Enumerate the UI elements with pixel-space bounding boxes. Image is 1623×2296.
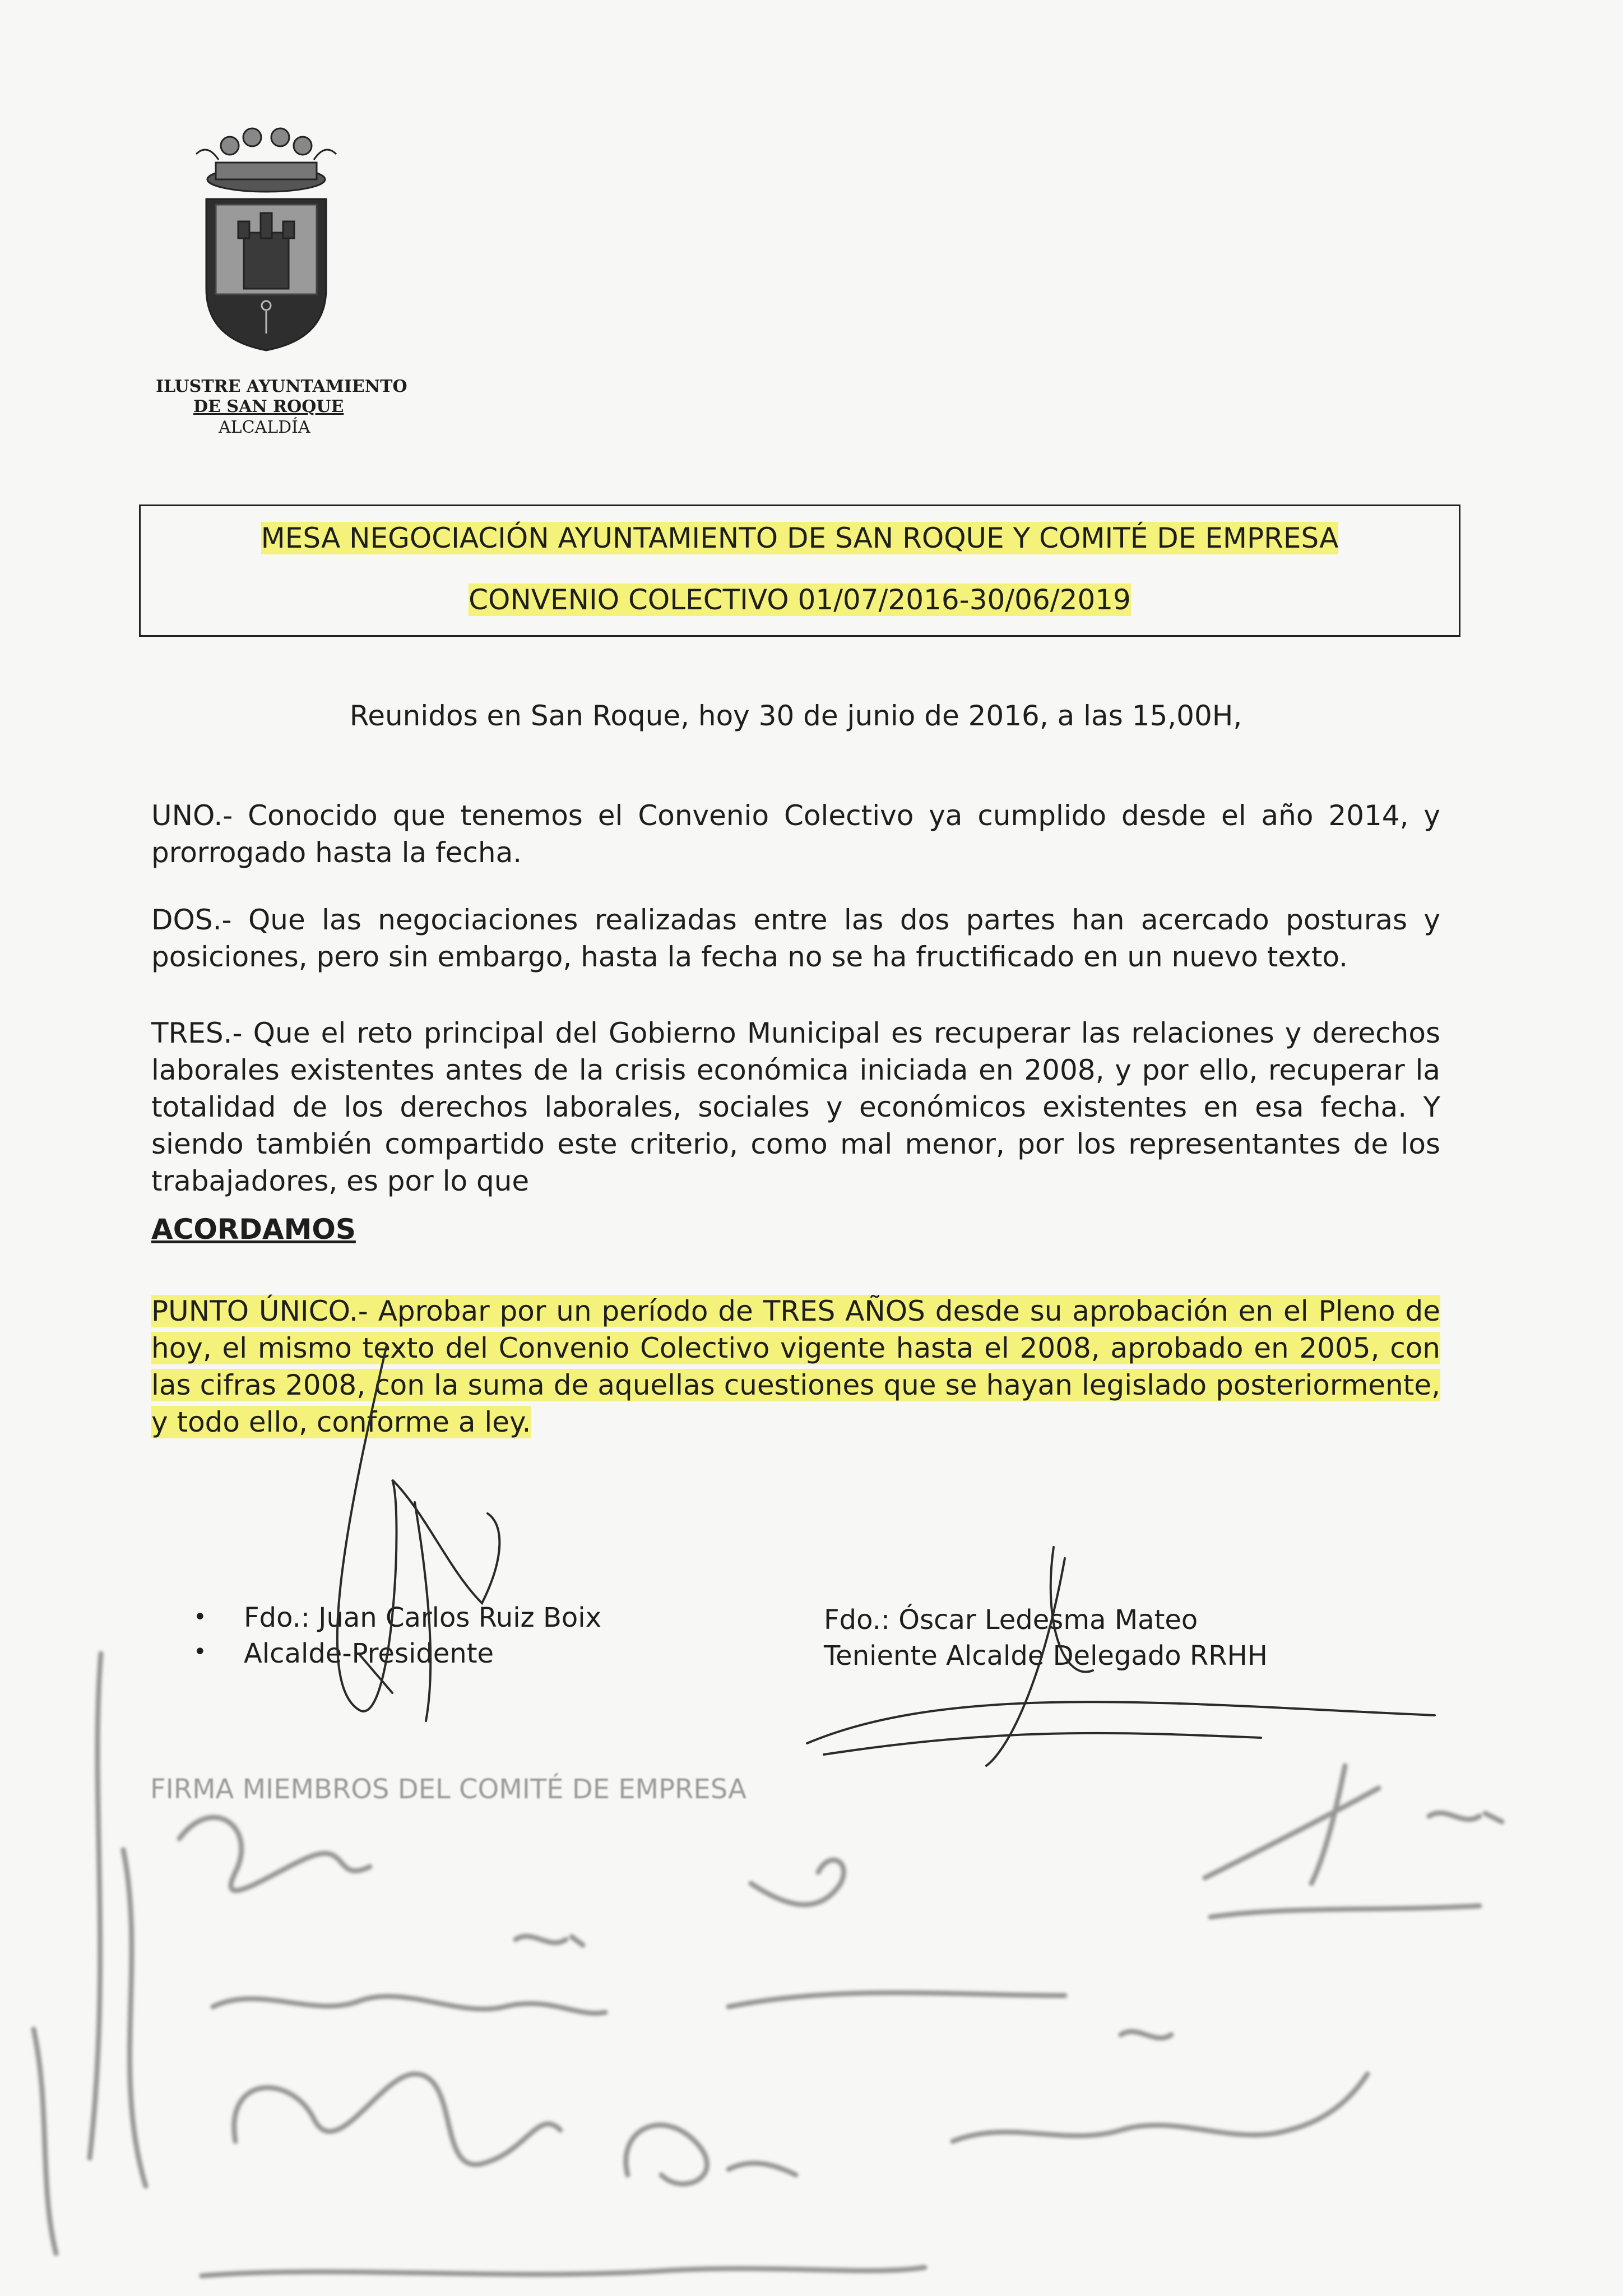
mayor-signatory-role: Alcalde-Presidente: [244, 1638, 494, 1669]
bullet-1: •: [193, 1604, 207, 1630]
title-line-2-text: CONVENIO COLECTIVO 01/07/2016-30/06/2019: [469, 584, 1131, 616]
committee-note-ugt-2: [1429, 1813, 1502, 1822]
title-line-1: [141, 522, 1459, 554]
committee-signature-5: [729, 1860, 1065, 2007]
acordamos-heading: ACORDAMOS: [151, 1213, 356, 1246]
committee-signature-6: [953, 2074, 1367, 2141]
committee-note-ugt-1: [516, 1936, 583, 1945]
paragraph-dos: DOS.- Que las negociaciones realizadas entre las dos partes han acercado posturas y posiciones, pero sin embargo, hasta la fecha no se ha fructificado en un nuevo texto.: [151, 904, 1440, 973]
meeting-line: Reunidos en San Roque, hoy 30 de junio de 2016, a las 15,00H,: [349, 700, 1242, 732]
paragraph-punto-unico: [151, 1293, 1440, 1441]
letterhead-office: ALCALDÍA: [219, 418, 310, 437]
paragraph-tres: TRES.- Que el reto principal del Gobierno Municipal es recuperar las relaciones y derechos laborales existentes antes de la crisis económica iniciada en 2008, y por ello, recuperar la totalidad de los derechos laborales, sociales y económicos existentes en esa fecha. Y siendo también compartido este criterio, como mal menor, por los representantes de los trabajadores, es por lo que: [151, 1017, 1440, 1197]
coat-of-arms-icon: [191, 121, 342, 356]
councillor-signatory-role: Teniente Alcalde Delegado RRHH: [824, 1640, 1268, 1672]
paragraph-uno: UNO.- Conocido que tenemos el Convenio Colectivo ya cumplido desde el año 2014, y prorrogado hasta la fecha.: [151, 799, 1440, 869]
punto-unico-text: PUNTO ÚNICO.- Aprobar por un período de TRES AÑOS desde su aprobación en el Pleno de hoy, el mismo texto del Convenio Colectivo vigente hasta el 2008, aprobado en 2005, con las cifras 2008, con la suma de aquellas cuestiones que se hayan legislado posteriormente, y todo ello, conforme a ley.: [151, 1295, 1440, 1438]
committee-footer-scribble: [202, 2267, 925, 2276]
title-line-2: [141, 584, 1459, 616]
committee-signature-1: [179, 1817, 370, 1890]
title-box: [139, 504, 1460, 637]
committee-signatures-label: FIRMA MIEMBROS DEL COMITÉ DE EMPRESA: [150, 1774, 746, 1805]
letterhead-municipality: DE SAN ROQUE: [193, 397, 344, 416]
mayor-signatory-name: Fdo.: Juan Carlos Ruiz Boix: [244, 1602, 602, 1633]
letterhead-institution: ILUSTRE AYUNTAMIENTO: [156, 377, 407, 396]
committee-signature-7: [1205, 1766, 1480, 1917]
councillor-signatory-name: Fdo.: Óscar Ledesma Mateo: [824, 1604, 1198, 1636]
committee-signature-8: [34, 1654, 146, 2253]
committee-signature-3: [234, 2074, 560, 2165]
committee-signature-2: [213, 1996, 605, 2013]
committee-signature-4: [626, 2125, 796, 2184]
committee-note-ugt-3: [1121, 2031, 1171, 2038]
title-line-1-text: MESA NEGOCIACIÓN AYUNTAMIENTO DE SAN ROQUE Y COMITÉ DE EMPRESA: [261, 522, 1339, 554]
bullet-2: •: [193, 1639, 207, 1665]
